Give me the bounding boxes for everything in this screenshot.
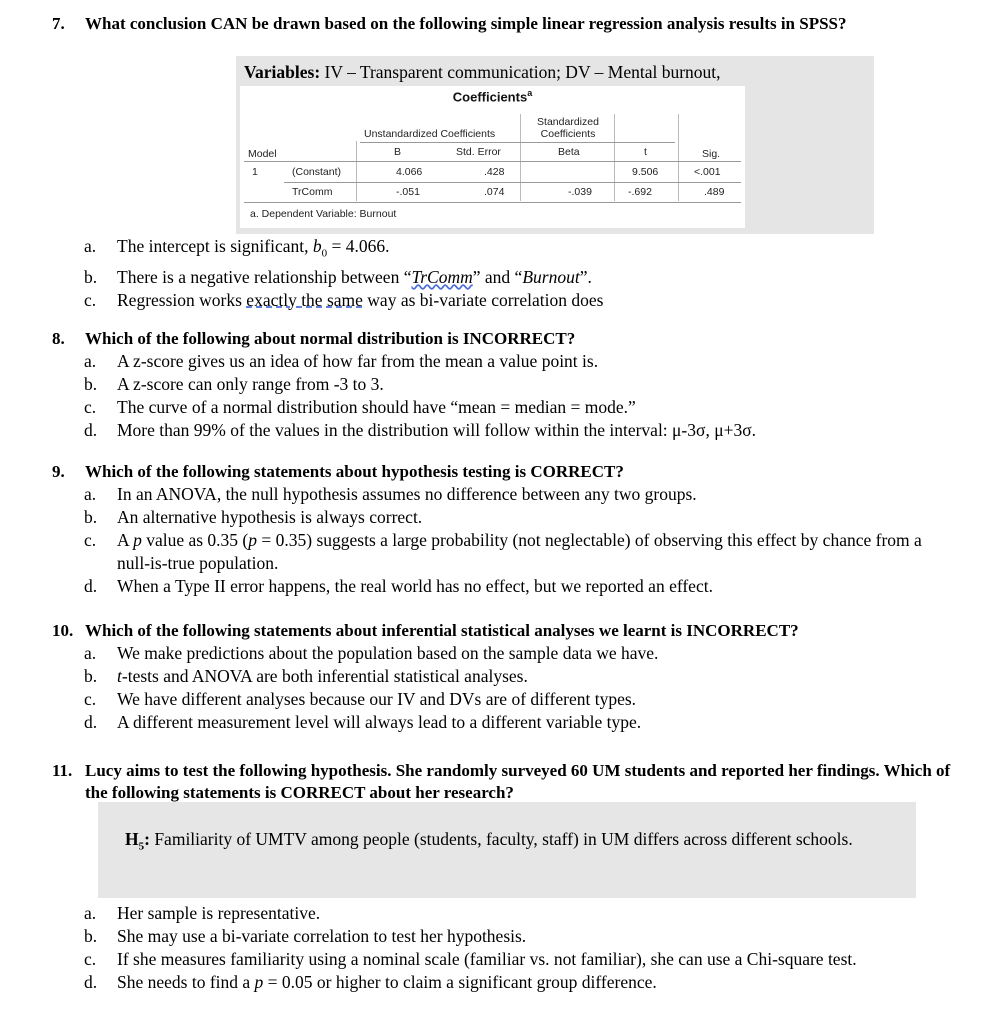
option-11c: c. If she measures familiarity using a nominal scale (familiar vs. not familiar), she can use a Chi-square test. — [84, 949, 857, 969]
question-number: 9. — [52, 462, 65, 481]
variables-text: IV – Transparent communication; DV – Mental burnout, — [320, 62, 721, 82]
question-9 — [52, 461, 952, 598]
header-standardized: Standardized Coefficients — [537, 116, 599, 140]
header-beta: Beta — [558, 146, 580, 158]
hypothesis-text: Familiarity of UMTV among people (students, faculty, staff) in UM differs across different schools. — [149, 829, 853, 849]
question-7-options — [52, 235, 952, 312]
hypothesis-box — [98, 802, 916, 898]
question-text: Which of the following about normal distribution is INCORRECT? — [85, 329, 576, 348]
question-number: 7. — [52, 14, 65, 33]
header-t: t — [644, 146, 647, 158]
coefficients-table: Coefficients$^a$ Unstandardized Coefficients Standardized Coefficients Model B Std. Error Beta t Sig. 1 (Constant) 4.066 .428 9.506 <.001 TrComm -.051 .074 -.039 -.692 .489 a. Dependent Variable: Burnout — [240, 86, 745, 228]
table-caption: Coefficients$^a$ — [452, 88, 533, 105]
question-text: Which of the following statements about hypothesis testing is CORRECT? — [85, 462, 624, 481]
question-8 — [52, 328, 952, 442]
header-model: Model — [248, 148, 277, 160]
option-11a: a. Her sample is representative. — [84, 903, 321, 923]
header-sig: Sig. — [702, 148, 721, 160]
option-9c: c. A p value as 0.35 (p = 0.35) suggests a large probability (not neglectable) of observing this effect by chance from a null-is-true population. — [84, 530, 922, 573]
variables-label: Variables: — [244, 62, 321, 82]
table-footnote: a. Dependent Variable: Burnout — [250, 208, 397, 220]
question-number: 10. — [52, 621, 74, 640]
question-text: Lucy aims to test the following hypothesis. She randomly surveyed 60 UM students and reported her findings. Which of the following statements is CORRECT about her research? — [85, 761, 951, 802]
option-10b: b. t-tests and ANOVA are both inferential statistical analyses. — [84, 666, 528, 686]
option-8d: d. More than 99% of the values in the distribution will follow within the interval: μ-3σ, μ+3σ. — [84, 420, 756, 440]
option-10c: c. We have different analyses because our IV and DVs are of different types. — [84, 689, 637, 709]
question-11 — [52, 760, 952, 804]
hypothesis-label: $H_5$: — [125, 829, 150, 853]
option-10a: a. We make predictions about the population based on the sample data we have. — [84, 643, 659, 663]
question-number: 8. — [52, 329, 65, 348]
header-unstandardized: Unstandardized Coefficients — [364, 128, 496, 140]
option-11b: b. She may use a bi-variate correlation to test her hypothesis. — [84, 926, 527, 946]
option-9a: a. In an ANOVA, the null hypothesis assumes no difference between any two groups. — [84, 484, 697, 504]
option-7c: c. Regression works exactly the same way as bi-variate correlation does — [84, 289, 604, 310]
question-11-options — [52, 902, 952, 994]
option-11d: d. She needs to find a p = 0.05 or higher to claim a significant group difference. — [84, 972, 657, 992]
regression-output-panel — [236, 56, 874, 234]
option-8a: a. A z-score gives us an idea of how far from the mean a value point is. — [84, 351, 599, 371]
option-7a: a. The intercept is significant, $b_0 = 4.066$. — [84, 236, 390, 260]
option-8c: c. The curve of a normal distribution should have “mean = median = mode.” — [84, 397, 636, 417]
question-number: 11. — [52, 761, 73, 780]
question-text: Which of the following statements about inferential statistical analyses we learnt is INCORRECT? — [85, 621, 799, 640]
option-10d: d. A different measurement level will always lead to a different variable type. — [84, 712, 642, 732]
question-10 — [52, 620, 952, 734]
option-8b: b. A z-score can only range from -3 to 3. — [84, 374, 384, 394]
option-9d: d. When a Type II error happens, the real world has no effect, but we reported an effect. — [84, 576, 713, 596]
question-text: What conclusion CAN be drawn based on the following simple linear regression analysis results in SPSS? — [85, 14, 847, 33]
option-7b: b. There is a negative relationship between “TrComm” and “Burnout”. — [84, 266, 592, 287]
header-b: B — [394, 146, 402, 158]
term-trcomm: TrComm — [411, 266, 473, 287]
option-9b: b. An alternative hypothesis is always correct. — [84, 507, 423, 527]
header-std-error: Std. Error — [456, 146, 501, 158]
term-burnout: Burnout — [522, 266, 580, 287]
variables-line — [244, 62, 721, 83]
question-7 — [52, 13, 952, 35]
